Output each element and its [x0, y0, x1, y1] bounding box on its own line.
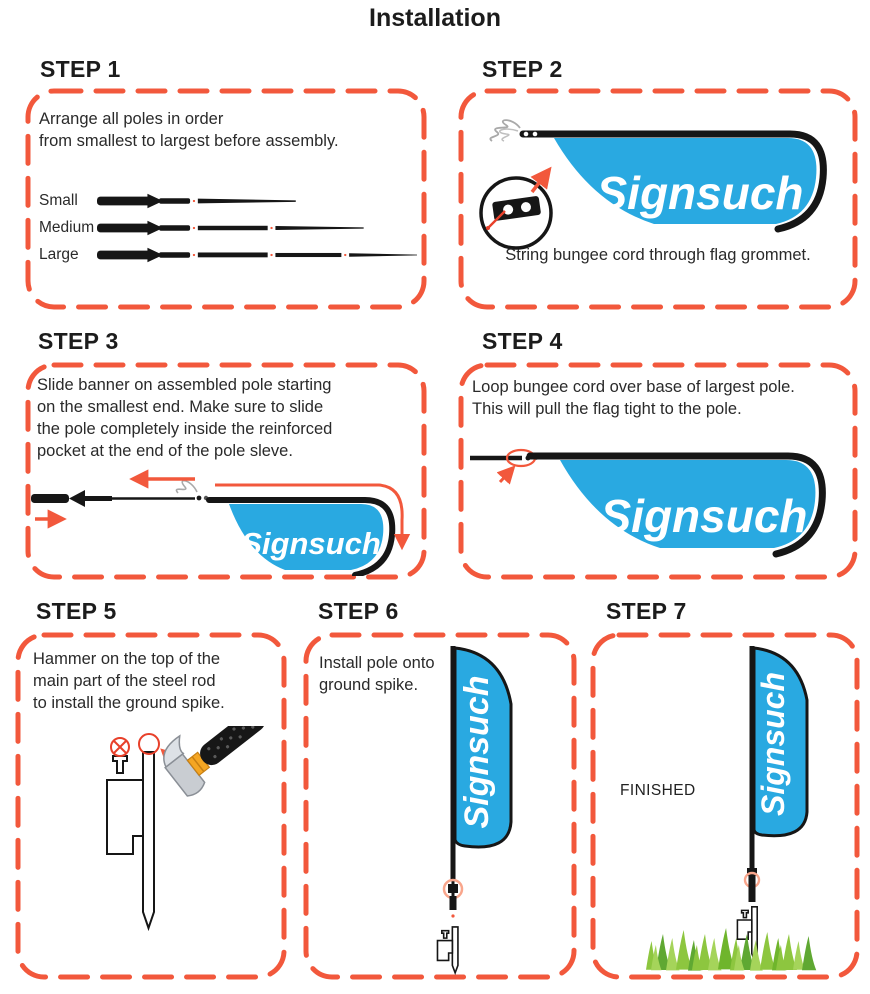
bungee-cord-icon — [490, 120, 520, 141]
bungee-loop-illustration — [464, 436, 852, 574]
step3-text: Slide banner on assembled pole starting on the smallest end. Make sure to slide the pole completely inside the reinforced pocket at the end of the pole sleve. — [37, 376, 333, 460]
step3-header: STEP 3 — [38, 328, 119, 354]
magnifier-circle — [481, 178, 551, 248]
flag-brand-text: Signsuch — [596, 167, 804, 219]
medium-pole-icon — [97, 220, 417, 236]
pole-row-medium — [39, 219, 419, 237]
arrow-icon — [500, 468, 513, 482]
flag-brand-text: Signsuch — [600, 490, 808, 542]
step6-header: STEP 6 — [318, 598, 399, 624]
ground-spike-icon — [107, 752, 154, 928]
flag-brand-text: Signsuch — [241, 526, 381, 561]
step1-text: Arrange all poles in order from smallest to largest before assembly. — [39, 110, 339, 150]
vertical-flag-illustration — [401, 640, 571, 976]
step1-box — [25, 88, 427, 310]
step4-text: Loop bungee cord over base of largest pole. This will pull the flag tight to the pole. — [472, 378, 795, 418]
finished-flag-illustration — [604, 640, 850, 976]
step6-box — [303, 632, 577, 980]
step2-box — [458, 88, 858, 310]
pole-size-label: Large — [39, 246, 79, 263]
pole-row-large — [39, 246, 419, 264]
step4-box — [458, 362, 858, 580]
large-pole-icon — [97, 247, 417, 263]
ground-spike-icon — [437, 927, 457, 973]
step6-text: Install pole onto ground spike. — [319, 654, 435, 694]
no-hit-marker-icon — [111, 738, 129, 756]
flag-grommet-illustration — [468, 116, 848, 251]
step2-header: STEP 2 — [482, 56, 563, 82]
bungee-cord-icon — [176, 481, 197, 493]
step4-header: STEP 4 — [482, 328, 563, 354]
pole-row-small — [39, 192, 419, 210]
hammer-spike-illustration — [37, 726, 267, 974]
page-title: Installation — [369, 4, 501, 32]
step7-header: STEP 7 — [606, 598, 687, 624]
slide-banner-illustration — [27, 464, 425, 576]
flag-brand-text: Signsuch — [458, 675, 496, 829]
hammer-icon — [155, 726, 267, 799]
step1-header: STEP 1 — [40, 56, 121, 82]
pole-size-label: Medium — [39, 219, 95, 236]
step5-header: STEP 5 — [36, 598, 117, 624]
finished-label: FINISHED — [620, 782, 696, 799]
small-pole-icon — [97, 193, 417, 209]
pole-size-label: Small — [39, 192, 78, 209]
step2-caption: String bungee cord through flag grommet. — [505, 246, 811, 264]
flag-brand-text: Signsuch — [755, 671, 791, 817]
step5-text: Hammer on the top of the main part of the steel rod to install the ground spike. — [33, 650, 225, 712]
step3-box — [25, 362, 427, 580]
grass-icon — [646, 928, 816, 971]
step7-box — [590, 632, 860, 980]
assembled-pole-icon — [31, 490, 208, 507]
step5-box — [15, 632, 287, 980]
